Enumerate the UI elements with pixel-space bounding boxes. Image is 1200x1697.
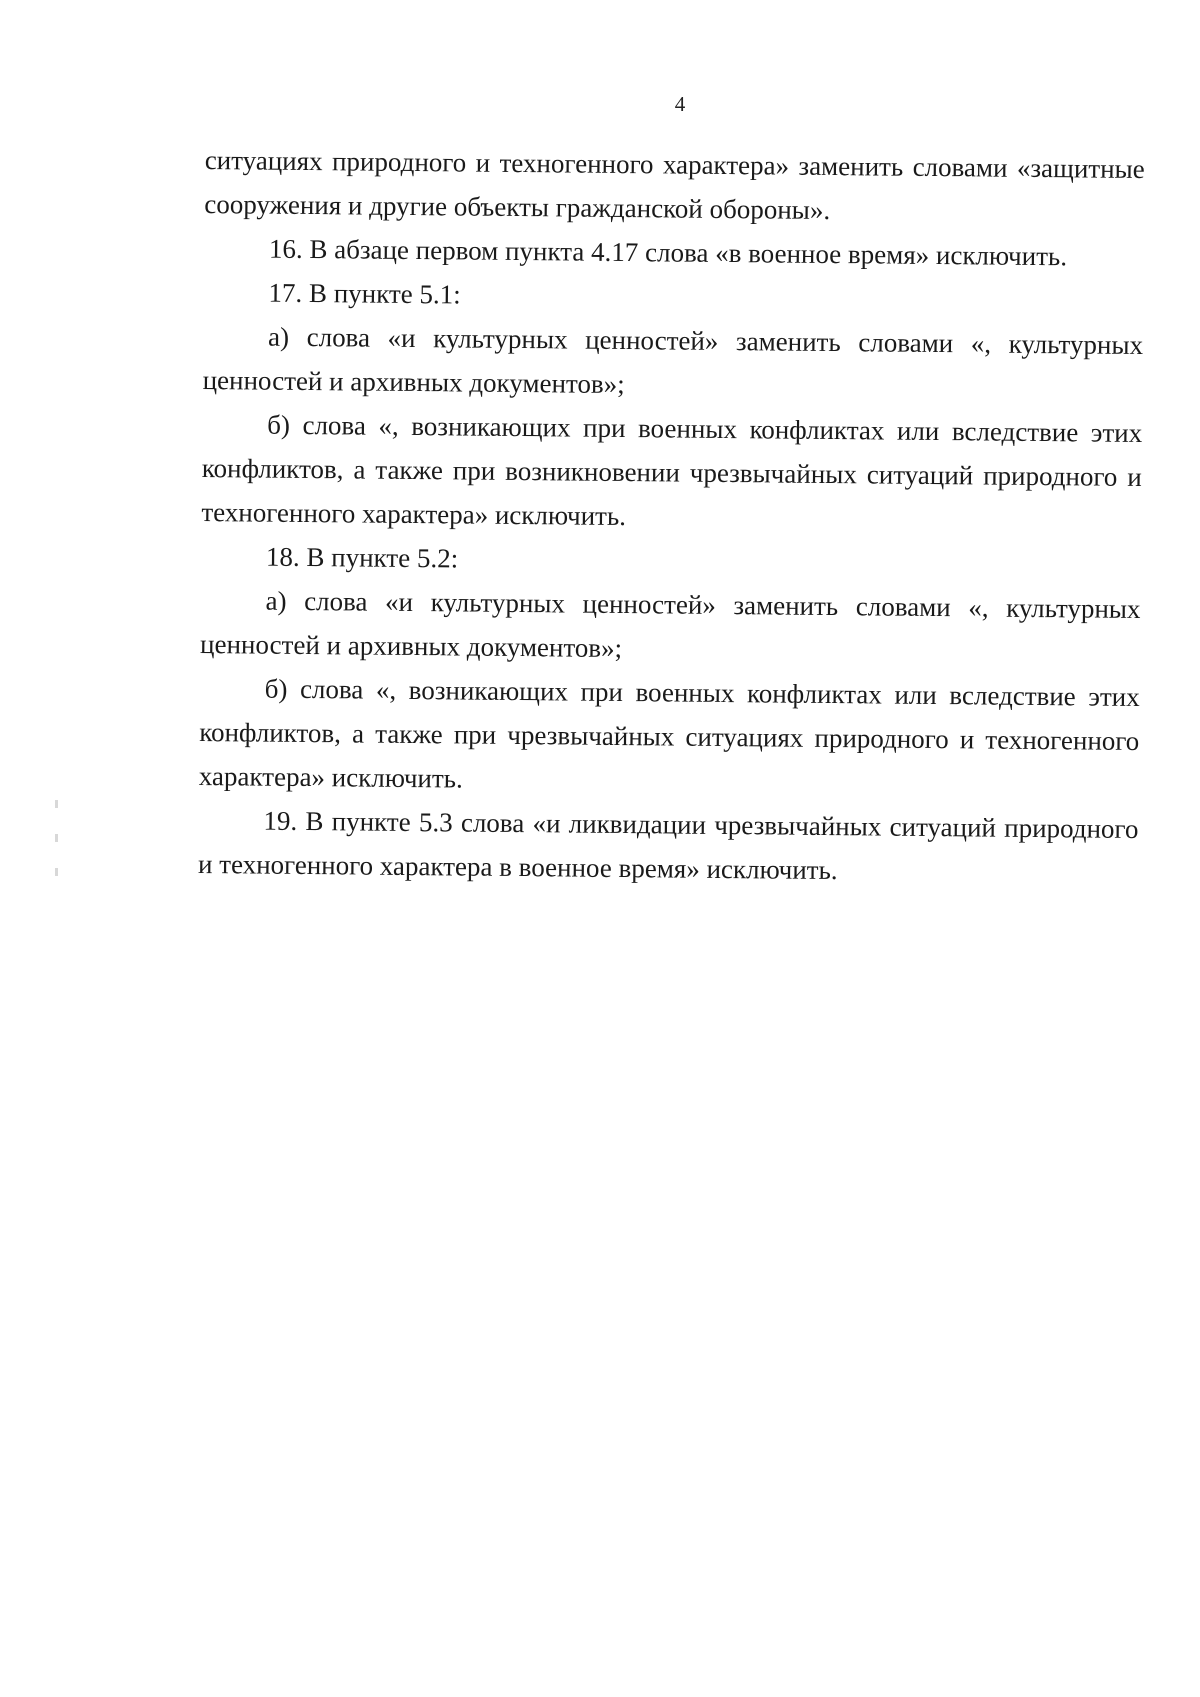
paragraph-item-18-heading: 18. В пункте 5.2: — [265, 541, 459, 574]
scan-margin-marks — [52, 800, 62, 920]
scan-mark — [55, 834, 58, 842]
page-number: 4 — [674, 92, 686, 116]
paragraph-continuation: ситуациях природного и техногенного характера» заменить словами «защитные сооружения и другие объекты гражданской обороны». — [204, 144, 1145, 226]
paragraph-item-19: 19. В пункте 5.3 слова «и ликвидации чрезвычайных ситуаций природного и техногенного характера в военное время» исключить. — [197, 805, 1139, 886]
paragraph-item-17-a: а) слова «и культурных ценностей» заменить словами «, культурных ценностей и архивных документов»; — [202, 321, 1144, 400]
paragraph-item-16: 16. В абзаце первом пункта 4.17 слова «в военное время» исключить. — [268, 233, 1068, 272]
paragraph-item-18-a: а) слова «и культурных ценностей» заменить словами «, культурных ценностей и архивных документов»; — [199, 585, 1141, 664]
paragraph-item-17-heading: 17. В пункте 5.1: — [268, 277, 461, 310]
document-body — [198, 138, 1145, 895]
paragraph-item-17-b: б) слова «, возникающих при военных конфликтах или вследствие этих конфликтов, а также при возникновении чрезвычайных ситуаций природного и техногенного характера» исключить. — [201, 409, 1143, 532]
scan-mark — [55, 800, 58, 808]
scan-mark — [55, 868, 58, 876]
paragraph-item-18-b: б) слова «, возникающих при военных конфликтах или вследствие этих конфликтов, а также при чрезвычайных ситуациях природного и техногенного характера» исключить. — [198, 673, 1140, 794]
